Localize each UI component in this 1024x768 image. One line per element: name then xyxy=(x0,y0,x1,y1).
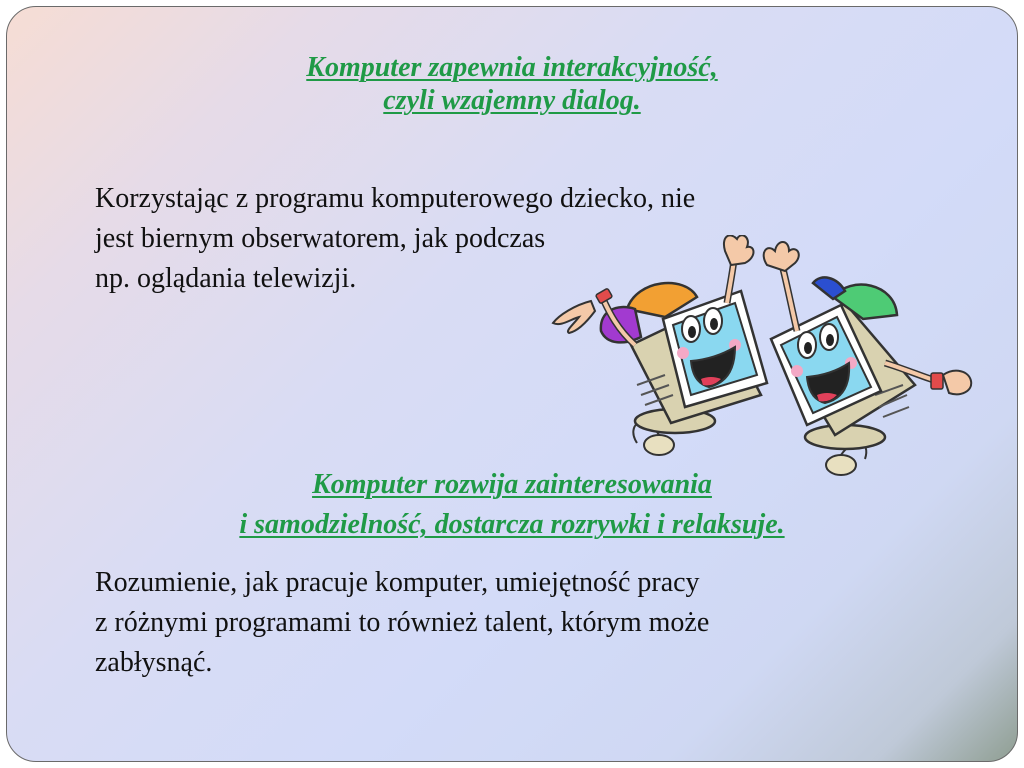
right-computer-icon xyxy=(764,242,972,475)
paragraph-line: zabłysnąć. xyxy=(95,647,213,678)
heading-interactivity-line1: Komputer zapewnia interakcyjność, xyxy=(306,52,718,83)
paragraph-line: jest biernym obserwatorem, jak podczas xyxy=(95,223,546,254)
paragraph-skills xyxy=(95,563,709,683)
heading-interactivity-line2: czyli wzajemny dialog. xyxy=(383,85,641,116)
slide xyxy=(6,6,1018,762)
cartoon-computers-illustration xyxy=(545,235,985,485)
paragraph-line: Rozumienie, jak pracuje komputer, umiejętność pracy xyxy=(95,567,700,598)
heading-interests xyxy=(7,465,1017,545)
left-computer-icon xyxy=(553,235,767,455)
heading-interests-line2: i samodzielność, dostarcza rozrywki i relaksuje. xyxy=(239,509,785,540)
paragraph-line: np. oglądania telewizji. xyxy=(95,263,357,294)
heading-interests-line1: Komputer rozwija zainteresowania xyxy=(312,469,712,500)
paragraph-line: z różnymi programami to również talent, którym może xyxy=(95,607,710,638)
heading-interactivity xyxy=(7,51,1017,117)
paragraph-line: Korzystając z programu komputerowego dziecko, nie xyxy=(95,183,696,214)
